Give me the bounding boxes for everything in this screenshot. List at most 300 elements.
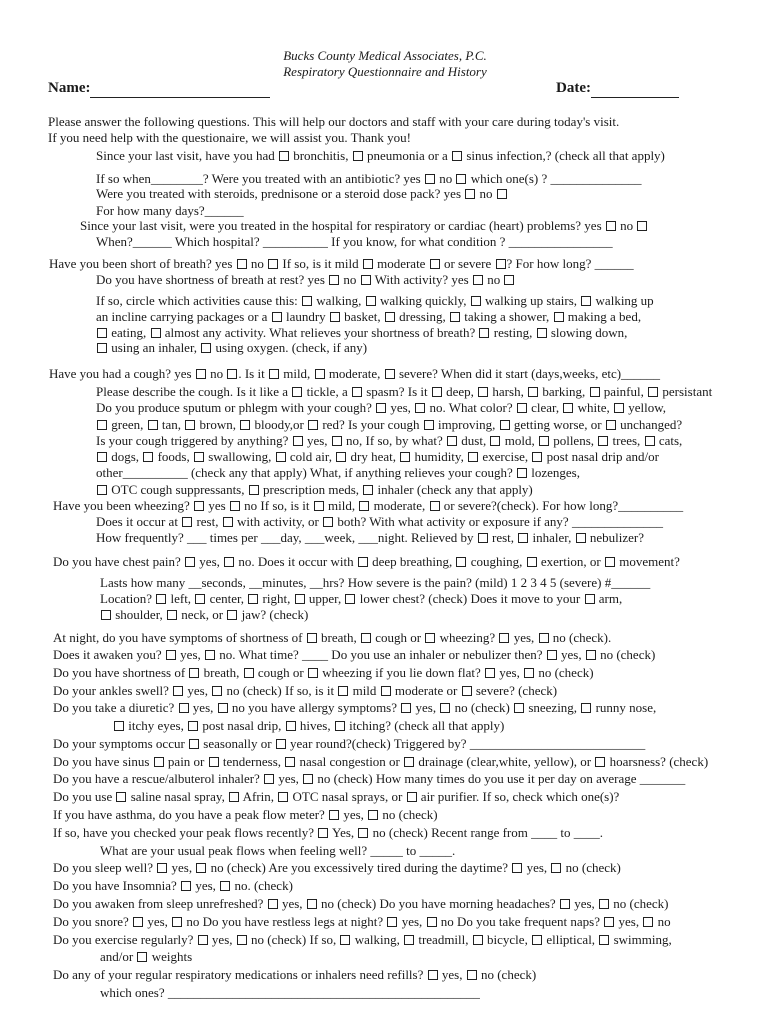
answer-checkbox[interactable] <box>268 259 278 269</box>
answer-checkbox[interactable] <box>179 703 189 713</box>
question-text: both? With what activity or exposure if any? ______________ <box>334 514 663 529</box>
answer-checkbox[interactable] <box>269 369 279 379</box>
answer-checkbox[interactable] <box>590 387 600 397</box>
answer-checkbox[interactable] <box>497 189 507 199</box>
question-text: If so, have you checked your peak flows recently? <box>53 825 318 840</box>
answer-checkbox[interactable] <box>366 296 376 306</box>
question-text: cold air, <box>286 449 336 464</box>
answer-checkbox[interactable] <box>427 917 437 927</box>
answer-checkbox[interactable] <box>471 296 481 306</box>
question-text: Do you snore? <box>53 914 133 929</box>
answer-checkbox[interactable] <box>196 369 206 379</box>
answer-checkbox[interactable] <box>218 703 228 713</box>
answer-checkbox[interactable] <box>307 633 317 643</box>
answer-checkbox[interactable] <box>563 403 573 413</box>
answer-checkbox[interactable] <box>292 387 302 397</box>
question-text: Since your last visit, have you had <box>96 148 278 163</box>
question-text: walking, <box>313 293 365 308</box>
answer-checkbox[interactable] <box>302 296 312 306</box>
answer-checkbox[interactable] <box>539 633 549 643</box>
answer-checkbox[interactable] <box>599 935 609 945</box>
name-input-line[interactable] <box>90 80 270 98</box>
answer-checkbox[interactable] <box>318 828 328 838</box>
question-text: which ones? ________________________________________________ <box>100 985 480 1000</box>
question-text: humidity, <box>411 449 468 464</box>
answer-checkbox[interactable] <box>329 810 339 820</box>
answer-checkbox[interactable] <box>524 668 534 678</box>
answer-checkbox[interactable] <box>554 312 564 322</box>
answer-checkbox[interactable] <box>586 650 596 660</box>
question-text: no <box>616 218 637 233</box>
answer-checkbox[interactable] <box>195 594 205 604</box>
answer-checkbox[interactable] <box>97 485 107 495</box>
question-text: mold, <box>501 433 538 448</box>
answer-checkbox[interactable] <box>614 403 624 413</box>
question-text: moderate or <box>391 683 461 698</box>
answer-checkbox[interactable] <box>308 420 318 430</box>
question-text: no (check) <box>610 896 669 911</box>
question-text: no, If so, by what? <box>342 433 447 448</box>
answer-checkbox[interactable] <box>194 452 204 462</box>
answer-checkbox[interactable] <box>201 343 211 353</box>
answer-checkbox[interactable] <box>212 686 222 696</box>
question-text: dust, <box>458 433 490 448</box>
question-text: wheezing if you lie down flat? <box>319 665 484 680</box>
question-text: air purifier. If so, check which one(s)? <box>417 789 620 804</box>
answer-checkbox[interactable] <box>101 610 111 620</box>
answer-checkbox[interactable] <box>637 221 647 231</box>
question-line <box>53 789 619 805</box>
answer-checkbox[interactable] <box>244 668 254 678</box>
answer-checkbox[interactable] <box>473 935 483 945</box>
answer-checkbox[interactable] <box>598 436 608 446</box>
intro-line: If you need help with the questionaire, we will assist you. Thank you! <box>48 130 411 145</box>
question-text: sneezing, <box>525 700 581 715</box>
question-line <box>49 256 634 272</box>
question-text: persistant <box>659 384 713 399</box>
answer-checkbox[interactable] <box>329 275 339 285</box>
answer-checkbox[interactable] <box>467 970 477 980</box>
answer-checkbox[interactable] <box>585 594 595 604</box>
answer-checkbox[interactable] <box>230 501 240 511</box>
answer-checkbox[interactable] <box>539 436 549 446</box>
answer-checkbox[interactable] <box>496 259 506 269</box>
answer-checkbox[interactable] <box>404 935 414 945</box>
answer-checkbox[interactable] <box>272 312 282 322</box>
question-text: severe? (check) <box>472 683 558 698</box>
question-text: dogs, <box>108 449 143 464</box>
answer-checkbox[interactable] <box>363 485 373 495</box>
answer-checkbox[interactable] <box>315 369 325 379</box>
answer-checkbox[interactable] <box>425 174 435 184</box>
answer-checkbox[interactable] <box>188 721 198 731</box>
question-line <box>53 860 621 876</box>
question-text: yes, <box>523 860 551 875</box>
question-line <box>96 514 663 530</box>
answer-checkbox[interactable] <box>517 403 527 413</box>
answer-checkbox[interactable] <box>450 312 460 322</box>
answer-checkbox[interactable] <box>456 557 466 567</box>
question-text: Do you have a rescue/albuterol inhaler? <box>53 771 264 786</box>
question-text: nasal congestion or <box>296 754 404 769</box>
question-text: moderate <box>373 256 429 271</box>
answer-checkbox[interactable] <box>237 259 247 269</box>
question-text: Do you have shortness of <box>53 665 189 680</box>
question-line <box>53 498 683 514</box>
answer-checkbox[interactable] <box>237 935 247 945</box>
answer-checkbox[interactable] <box>514 703 524 713</box>
question-text: mild, <box>324 498 359 513</box>
answer-checkbox[interactable] <box>352 387 362 397</box>
answer-checkbox[interactable] <box>338 686 348 696</box>
question-text: yes, <box>303 433 331 448</box>
answer-checkbox[interactable] <box>167 610 177 620</box>
answer-checkbox[interactable] <box>286 721 296 731</box>
answer-checkbox[interactable] <box>500 420 510 430</box>
answer-checkbox[interactable] <box>157 863 167 873</box>
question-text: deep breathing, <box>368 554 456 569</box>
question-text: Is your cough triggered by anything? <box>96 433 292 448</box>
answer-checkbox[interactable] <box>363 259 373 269</box>
answer-checkbox[interactable] <box>154 757 164 767</box>
answer-checkbox[interactable] <box>143 452 153 462</box>
question-text: no Do you take frequent naps? <box>437 914 604 929</box>
question-text: walking, <box>351 932 404 947</box>
answer-checkbox[interactable] <box>479 328 489 338</box>
answer-checkbox[interactable] <box>345 594 355 604</box>
answer-checkbox[interactable] <box>196 863 206 873</box>
answer-checkbox[interactable] <box>227 369 237 379</box>
question-line <box>96 293 654 309</box>
question-text: an incline carrying packages or a <box>96 309 271 324</box>
question-text: white, <box>574 400 613 415</box>
answer-checkbox[interactable] <box>643 917 653 927</box>
question-text: walking up <box>592 293 654 308</box>
answer-checkbox[interactable] <box>223 517 233 527</box>
answer-checkbox[interactable] <box>478 533 488 543</box>
answer-checkbox[interactable] <box>581 296 591 306</box>
answer-checkbox[interactable] <box>224 557 234 567</box>
question-text: cough or <box>254 665 307 680</box>
answer-checkbox[interactable] <box>606 420 616 430</box>
answer-checkbox[interactable] <box>276 739 286 749</box>
question-text: no (check) <box>477 967 537 982</box>
answer-checkbox[interactable] <box>490 436 500 446</box>
question-text: resting, <box>490 325 536 340</box>
question-text: sinus infection,? (check all that apply) <box>463 148 665 163</box>
answer-checkbox[interactable] <box>401 703 411 713</box>
answer-checkbox[interactable] <box>468 452 478 462</box>
question-text: no <box>206 366 227 381</box>
answer-checkbox[interactable] <box>504 275 514 285</box>
question-text: tan, <box>158 417 185 432</box>
answer-checkbox[interactable] <box>340 935 350 945</box>
answer-checkbox[interactable] <box>148 420 158 430</box>
question-text: bicycle, <box>483 932 532 947</box>
answer-checkbox[interactable] <box>358 557 368 567</box>
question-line <box>96 272 515 288</box>
answer-checkbox[interactable] <box>116 792 126 802</box>
answer-checkbox[interactable] <box>293 436 303 446</box>
question-text: lower chest? (check) Does it move to your <box>356 591 584 606</box>
answer-checkbox[interactable] <box>359 501 369 511</box>
question-text: right, <box>259 591 294 606</box>
answer-checkbox[interactable] <box>97 420 107 430</box>
answer-checkbox[interactable] <box>528 387 538 397</box>
answer-checkbox[interactable] <box>547 650 557 660</box>
question-text: slowing down, <box>547 325 628 340</box>
answer-checkbox[interactable] <box>415 403 425 413</box>
question-line <box>96 309 641 325</box>
question-text: getting worse, or <box>510 417 605 432</box>
answer-checkbox[interactable] <box>336 452 346 462</box>
question-text: or severe <box>440 256 495 271</box>
question-text: yes, <box>275 771 303 786</box>
question-text: movement? <box>616 554 680 569</box>
answer-checkbox[interactable] <box>173 686 183 696</box>
answer-checkbox[interactable] <box>473 275 483 285</box>
answer-checkbox[interactable] <box>361 633 371 643</box>
form-title: Respiratory Questionnaire and History <box>283 64 487 79</box>
question-text: seasonally or <box>200 736 275 751</box>
answer-checkbox[interactable] <box>248 594 258 604</box>
question-line <box>100 843 455 859</box>
question-text: almost any activity. What relieves your shortness of breath? <box>161 325 479 340</box>
answer-checkbox[interactable] <box>330 312 340 322</box>
answer-checkbox[interactable] <box>166 650 176 660</box>
question-text: If you have asthma, do you have a peak flow meter? <box>53 807 329 822</box>
question-line <box>96 171 641 187</box>
question-text: no (check) <box>451 700 514 715</box>
answer-checkbox[interactable] <box>185 557 195 567</box>
answer-checkbox[interactable] <box>133 917 143 927</box>
answer-checkbox[interactable] <box>478 387 488 397</box>
answer-checkbox[interactable] <box>97 452 107 462</box>
practice-name: Bucks County Medical Associates, P.C. <box>283 48 487 63</box>
answer-checkbox[interactable] <box>227 610 237 620</box>
answer-checkbox[interactable] <box>440 703 450 713</box>
question-line <box>53 736 645 752</box>
answer-checkbox[interactable] <box>240 420 250 430</box>
answer-checkbox[interactable] <box>560 899 570 909</box>
question-text: dressing, <box>395 309 449 324</box>
answer-checkbox[interactable] <box>229 792 239 802</box>
question-text: OTC nasal sprays, or <box>289 789 406 804</box>
question-text: clear, <box>527 400 563 415</box>
answer-checkbox[interactable] <box>645 436 655 446</box>
answer-checkbox[interactable] <box>185 420 195 430</box>
question-text: cough or <box>372 630 425 645</box>
question-line <box>100 949 192 965</box>
question-text: walking up stairs, <box>481 293 581 308</box>
answer-checkbox[interactable] <box>285 757 295 767</box>
answer-checkbox[interactable] <box>387 917 397 927</box>
answer-checkbox[interactable] <box>512 863 522 873</box>
question-text: using an inhaler, <box>108 340 201 355</box>
question-text: bronchitis, <box>289 148 352 163</box>
question-text: mild <box>349 683 380 698</box>
question-text: which one(s) ? ______________ <box>467 171 642 186</box>
question-text: coughing, <box>467 554 526 569</box>
answer-checkbox[interactable] <box>358 828 368 838</box>
answer-checkbox[interactable] <box>518 533 528 543</box>
question-line <box>96 417 682 433</box>
answer-checkbox[interactable] <box>205 650 215 660</box>
answer-checkbox[interactable] <box>465 189 475 199</box>
name-label: Name: <box>48 80 91 96</box>
answer-checkbox[interactable] <box>335 721 345 731</box>
answer-checkbox[interactable] <box>209 757 219 767</box>
answer-checkbox[interactable] <box>595 757 605 767</box>
answer-checkbox[interactable] <box>308 668 318 678</box>
question-text: no (check) Are you excessively tired during the daytime? <box>207 860 512 875</box>
question-text: improving, <box>434 417 499 432</box>
answer-checkbox[interactable] <box>452 151 462 161</box>
question-text: nebulizer? <box>586 530 645 545</box>
question-text: post nasal drip, <box>199 718 285 733</box>
answer-checkbox[interactable] <box>220 881 230 891</box>
question-line <box>100 607 308 623</box>
answer-checkbox[interactable] <box>137 952 147 962</box>
question-text: barking, <box>539 384 589 399</box>
answer-checkbox[interactable] <box>604 917 614 927</box>
question-text: no. What color? <box>426 400 516 415</box>
form-header <box>0 48 770 80</box>
answer-checkbox[interactable] <box>425 633 435 643</box>
question-text: spasm? Is it <box>362 384 431 399</box>
question-text: If so when________? Were you treated with an antibiotic? yes <box>96 171 424 186</box>
question-text: no (check) How many times do you use it per day on average _______ <box>314 771 686 786</box>
answer-checkbox[interactable] <box>517 468 527 478</box>
answer-checkbox[interactable] <box>430 501 440 511</box>
answer-checkbox[interactable] <box>268 899 278 909</box>
question-text: no (check). <box>549 630 612 645</box>
answer-checkbox[interactable] <box>404 757 414 767</box>
answer-checkbox[interactable] <box>353 151 363 161</box>
question-line <box>96 530 644 546</box>
answer-checkbox[interactable] <box>181 881 191 891</box>
answer-checkbox[interactable] <box>551 863 561 873</box>
question-text: exertion, or <box>537 554 605 569</box>
answer-checkbox[interactable] <box>532 935 542 945</box>
answer-checkbox[interactable] <box>194 501 204 511</box>
answer-checkbox[interactable] <box>648 387 658 397</box>
question-text: yes, <box>615 914 643 929</box>
question-text: yes, <box>340 807 368 822</box>
question-text: no. (check) <box>231 878 293 893</box>
answer-checkbox[interactable] <box>264 774 274 784</box>
question-text: yes, <box>557 647 585 662</box>
answer-checkbox[interactable] <box>376 403 386 413</box>
question-text: For how many days?______ <box>96 203 244 218</box>
question-text: Have you been short of breath? yes <box>49 256 236 271</box>
answer-checkbox[interactable] <box>462 686 472 696</box>
answer-checkbox[interactable] <box>456 174 466 184</box>
answer-checkbox[interactable] <box>532 452 542 462</box>
question-text: no <box>435 171 456 186</box>
question-text: pneumonia or a <box>363 148 452 163</box>
question-text: Do you have Insomnia? <box>53 878 181 893</box>
answer-checkbox[interactable] <box>361 275 371 285</box>
answer-checkbox[interactable] <box>278 792 288 802</box>
answer-checkbox[interactable] <box>314 501 324 511</box>
question-text: Do you sleep well? <box>53 860 157 875</box>
intro-text <box>48 114 748 146</box>
answer-checkbox[interactable] <box>295 594 305 604</box>
answer-checkbox[interactable] <box>605 557 615 567</box>
question-text: no (check) If so, is it <box>223 683 338 698</box>
question-text: Were you treated with steroids, prednisone or a steroid dose pack? yes <box>96 186 465 201</box>
answer-checkbox[interactable] <box>447 436 457 446</box>
answer-checkbox[interactable] <box>499 633 509 643</box>
answer-checkbox[interactable] <box>381 686 391 696</box>
question-text: arm, <box>595 591 623 606</box>
answer-checkbox[interactable] <box>151 328 161 338</box>
answer-checkbox[interactable] <box>385 369 395 379</box>
answer-checkbox[interactable] <box>97 328 107 338</box>
answer-checkbox[interactable] <box>249 485 259 495</box>
answer-checkbox[interactable] <box>576 533 586 543</box>
answer-checkbox[interactable] <box>114 721 124 731</box>
question-text: taking a shower, <box>460 309 553 324</box>
question-text: hives, <box>296 718 334 733</box>
question-text: elliptical, <box>543 932 599 947</box>
question-text: yes, <box>192 878 220 893</box>
answer-checkbox[interactable] <box>430 259 440 269</box>
date-input-line[interactable] <box>591 80 679 98</box>
answer-checkbox[interactable] <box>527 557 537 567</box>
answer-checkbox[interactable] <box>189 668 199 678</box>
question-line <box>96 325 627 341</box>
question-text: year round?(check) Triggered by? ___________________________ <box>286 736 646 751</box>
answer-checkbox[interactable] <box>332 436 342 446</box>
answer-checkbox[interactable] <box>400 452 410 462</box>
answer-checkbox[interactable] <box>323 517 333 527</box>
answer-checkbox[interactable] <box>276 452 286 462</box>
question-text: yes, <box>438 967 466 982</box>
answer-checkbox[interactable] <box>279 151 289 161</box>
question-text: harsh, <box>489 384 528 399</box>
question-line <box>96 482 533 498</box>
date-label: Date: <box>556 80 591 96</box>
question-text: laundry <box>282 309 329 324</box>
question-text: yes, <box>412 700 440 715</box>
question-text: Does it occur at <box>96 514 182 529</box>
answer-checkbox[interactable] <box>407 792 417 802</box>
answer-checkbox[interactable] <box>182 517 192 527</box>
answer-checkbox[interactable] <box>599 899 609 909</box>
answer-checkbox[interactable] <box>428 970 438 980</box>
answer-checkbox[interactable] <box>172 917 182 927</box>
answer-checkbox[interactable] <box>307 899 317 909</box>
answer-checkbox[interactable] <box>198 935 208 945</box>
answer-checkbox[interactable] <box>385 312 395 322</box>
answer-checkbox[interactable] <box>432 387 442 397</box>
answer-checkbox[interactable] <box>424 420 434 430</box>
answer-checkbox[interactable] <box>189 739 199 749</box>
question-line <box>80 218 648 234</box>
answer-checkbox[interactable] <box>581 703 591 713</box>
answer-checkbox[interactable] <box>368 810 378 820</box>
answer-checkbox[interactable] <box>156 594 166 604</box>
answer-checkbox[interactable] <box>537 328 547 338</box>
answer-checkbox[interactable] <box>606 221 616 231</box>
question-line <box>53 665 594 681</box>
answer-checkbox[interactable] <box>97 343 107 353</box>
answer-checkbox[interactable] <box>485 668 495 678</box>
answer-checkbox[interactable] <box>303 774 313 784</box>
question-text: yes, <box>184 683 212 698</box>
